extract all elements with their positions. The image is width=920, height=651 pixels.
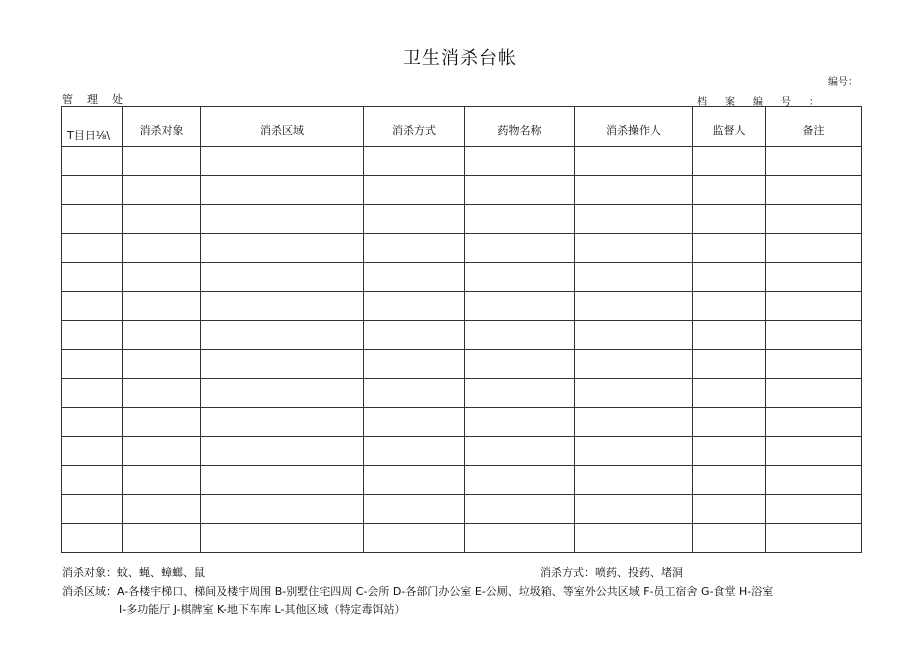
table-cell[interactable] <box>364 292 465 321</box>
table-cell[interactable] <box>693 495 766 524</box>
table-cell[interactable] <box>693 408 766 437</box>
table-cell[interactable] <box>575 263 693 292</box>
notes-areas-line2: I-多功能厅 J-棋牌室 K-地下车库 L-其他区域（特定毒饵站） <box>119 603 406 616</box>
table-cell[interactable] <box>364 437 465 466</box>
table-row <box>62 408 862 437</box>
table-cell[interactable] <box>575 234 693 263</box>
table-cell[interactable] <box>766 321 862 350</box>
header-target: 消杀对象 <box>123 107 201 147</box>
header-date-corner: T目日⅛\ <box>62 107 123 147</box>
table-cell[interactable] <box>465 350 575 379</box>
table-cell[interactable] <box>465 205 575 234</box>
table-cell[interactable] <box>693 147 766 176</box>
table-cell[interactable] <box>62 408 123 437</box>
table-cell[interactable] <box>201 292 364 321</box>
table-cell[interactable] <box>364 466 465 495</box>
notes-areas-line1: 消杀区域：A-各楼宇梯口、梯间及楼宇周围 B-别墅住宅四周 C-会所 D-各部门办公室 E-公厕、垃圾箱、等室外公共区域 F-员工宿舍 G-食堂 H-浴室 <box>62 585 774 598</box>
table-cell[interactable] <box>62 379 123 408</box>
table-cell[interactable] <box>693 437 766 466</box>
table-cell[interactable] <box>465 147 575 176</box>
table-cell[interactable] <box>575 524 693 553</box>
table-cell[interactable] <box>123 234 201 263</box>
table-cell[interactable] <box>693 350 766 379</box>
table-cell[interactable] <box>693 205 766 234</box>
table-cell[interactable] <box>693 524 766 553</box>
table-row <box>62 205 862 234</box>
table-cell[interactable] <box>766 263 862 292</box>
table-cell[interactable] <box>766 205 862 234</box>
table-cell[interactable] <box>62 437 123 466</box>
table-cell[interactable] <box>364 321 465 350</box>
archive-number-label: 档案编号： <box>697 97 837 108</box>
table-cell[interactable] <box>465 495 575 524</box>
table-cell[interactable] <box>766 437 862 466</box>
table-cell[interactable] <box>364 524 465 553</box>
notes-targets: 消杀对象：蚊、蝇、蟑螂、鼠 <box>62 566 205 579</box>
table-cell[interactable] <box>693 321 766 350</box>
table-row <box>62 524 862 553</box>
table-cell[interactable] <box>766 379 862 408</box>
table-cell[interactable] <box>465 321 575 350</box>
header-operator: 消杀操作人 <box>575 107 693 147</box>
table-cell[interactable] <box>465 408 575 437</box>
table-cell[interactable] <box>575 292 693 321</box>
table-cell[interactable] <box>693 466 766 495</box>
table-cell[interactable] <box>123 147 201 176</box>
table-cell[interactable] <box>62 466 123 495</box>
table-cell[interactable] <box>201 321 364 350</box>
table-cell[interactable] <box>201 176 364 205</box>
table-cell[interactable] <box>201 379 364 408</box>
table-cell[interactable] <box>201 524 364 553</box>
table-cell[interactable] <box>123 321 201 350</box>
table-cell[interactable] <box>62 234 123 263</box>
table-cell[interactable] <box>123 379 201 408</box>
table-cell[interactable] <box>575 437 693 466</box>
table-cell[interactable] <box>62 495 123 524</box>
table-cell[interactable] <box>465 234 575 263</box>
table-cell[interactable] <box>465 176 575 205</box>
table-cell[interactable] <box>465 466 575 495</box>
disinfection-ledger-table <box>61 106 862 553</box>
table-cell[interactable] <box>693 176 766 205</box>
table-cell[interactable] <box>62 205 123 234</box>
table-cell[interactable] <box>123 437 201 466</box>
table-cell[interactable] <box>693 263 766 292</box>
table-cell[interactable] <box>575 408 693 437</box>
table-cell[interactable] <box>62 321 123 350</box>
table-cell[interactable] <box>123 524 201 553</box>
table-cell[interactable] <box>465 263 575 292</box>
table-cell[interactable] <box>693 292 766 321</box>
table-cell[interactable] <box>766 234 862 263</box>
table-row <box>62 263 862 292</box>
header-drug-name: 药物名称 <box>465 107 575 147</box>
table-cell[interactable] <box>364 205 465 234</box>
table-cell[interactable] <box>364 379 465 408</box>
table-cell[interactable] <box>201 234 364 263</box>
table-row <box>62 495 862 524</box>
table-cell[interactable] <box>766 176 862 205</box>
table-cell[interactable] <box>123 292 201 321</box>
table-cell[interactable] <box>201 495 364 524</box>
table-row <box>62 466 862 495</box>
header-supervisor: 监督人 <box>693 107 766 147</box>
notes-methods: 消杀方式：喷药、投药、堵洞 <box>540 566 683 579</box>
document-title: 卫生消杀台帐 <box>403 48 517 69</box>
table-cell[interactable] <box>364 350 465 379</box>
table-cell[interactable] <box>766 350 862 379</box>
table-row <box>62 321 862 350</box>
table-cell[interactable] <box>364 234 465 263</box>
table-row <box>62 379 862 408</box>
table-cell[interactable] <box>201 437 364 466</box>
table-cell[interactable] <box>465 524 575 553</box>
table-cell[interactable] <box>575 350 693 379</box>
table-row <box>62 147 862 176</box>
table-cell[interactable] <box>201 263 364 292</box>
table-cell[interactable] <box>465 292 575 321</box>
table-cell[interactable] <box>201 147 364 176</box>
table-cell[interactable] <box>123 263 201 292</box>
table-row <box>62 292 862 321</box>
table-cell[interactable] <box>575 466 693 495</box>
table-cell[interactable] <box>575 176 693 205</box>
table-row <box>62 437 862 466</box>
header-method: 消杀方式 <box>364 107 465 147</box>
table-cell[interactable] <box>364 263 465 292</box>
table-cell[interactable] <box>364 408 465 437</box>
table-cell[interactable] <box>62 292 123 321</box>
table-cell[interactable] <box>62 524 123 553</box>
table-cell[interactable] <box>766 147 862 176</box>
table-cell[interactable] <box>123 350 201 379</box>
table-cell[interactable] <box>123 466 201 495</box>
table-cell[interactable] <box>62 350 123 379</box>
table-cell[interactable] <box>201 466 364 495</box>
header-area: 消杀区域 <box>201 107 364 147</box>
table-cell[interactable] <box>575 495 693 524</box>
table-cell[interactable] <box>575 205 693 234</box>
table-cell[interactable] <box>766 524 862 553</box>
table-cell[interactable] <box>575 379 693 408</box>
table-cell[interactable] <box>123 205 201 234</box>
table-cell[interactable] <box>201 408 364 437</box>
table-cell[interactable] <box>201 350 364 379</box>
header-remarks: 备注 <box>766 107 862 147</box>
table-cell[interactable] <box>364 176 465 205</box>
table-cell[interactable] <box>766 292 862 321</box>
table-cell[interactable] <box>766 495 862 524</box>
table-cell[interactable] <box>766 408 862 437</box>
table-cell[interactable] <box>62 263 123 292</box>
table-cell[interactable] <box>693 234 766 263</box>
table-header-row <box>62 107 862 147</box>
table-row <box>62 176 862 205</box>
table-cell[interactable] <box>123 176 201 205</box>
table-cell[interactable] <box>364 495 465 524</box>
table-cell[interactable] <box>575 147 693 176</box>
table-cell[interactable] <box>201 205 364 234</box>
document-code-label: 编号： <box>828 77 858 88</box>
table-cell[interactable] <box>693 379 766 408</box>
table-body <box>62 147 862 553</box>
table-cell[interactable] <box>575 321 693 350</box>
management-office-label: 管理处 <box>62 93 137 106</box>
table-cell[interactable] <box>123 408 201 437</box>
table-cell[interactable] <box>123 495 201 524</box>
table-row <box>62 350 862 379</box>
table-cell[interactable] <box>364 147 465 176</box>
table-cell[interactable] <box>465 379 575 408</box>
table-cell[interactable] <box>62 176 123 205</box>
table-row <box>62 234 862 263</box>
table-cell[interactable] <box>766 466 862 495</box>
table-cell[interactable] <box>465 437 575 466</box>
table-cell[interactable] <box>62 147 123 176</box>
